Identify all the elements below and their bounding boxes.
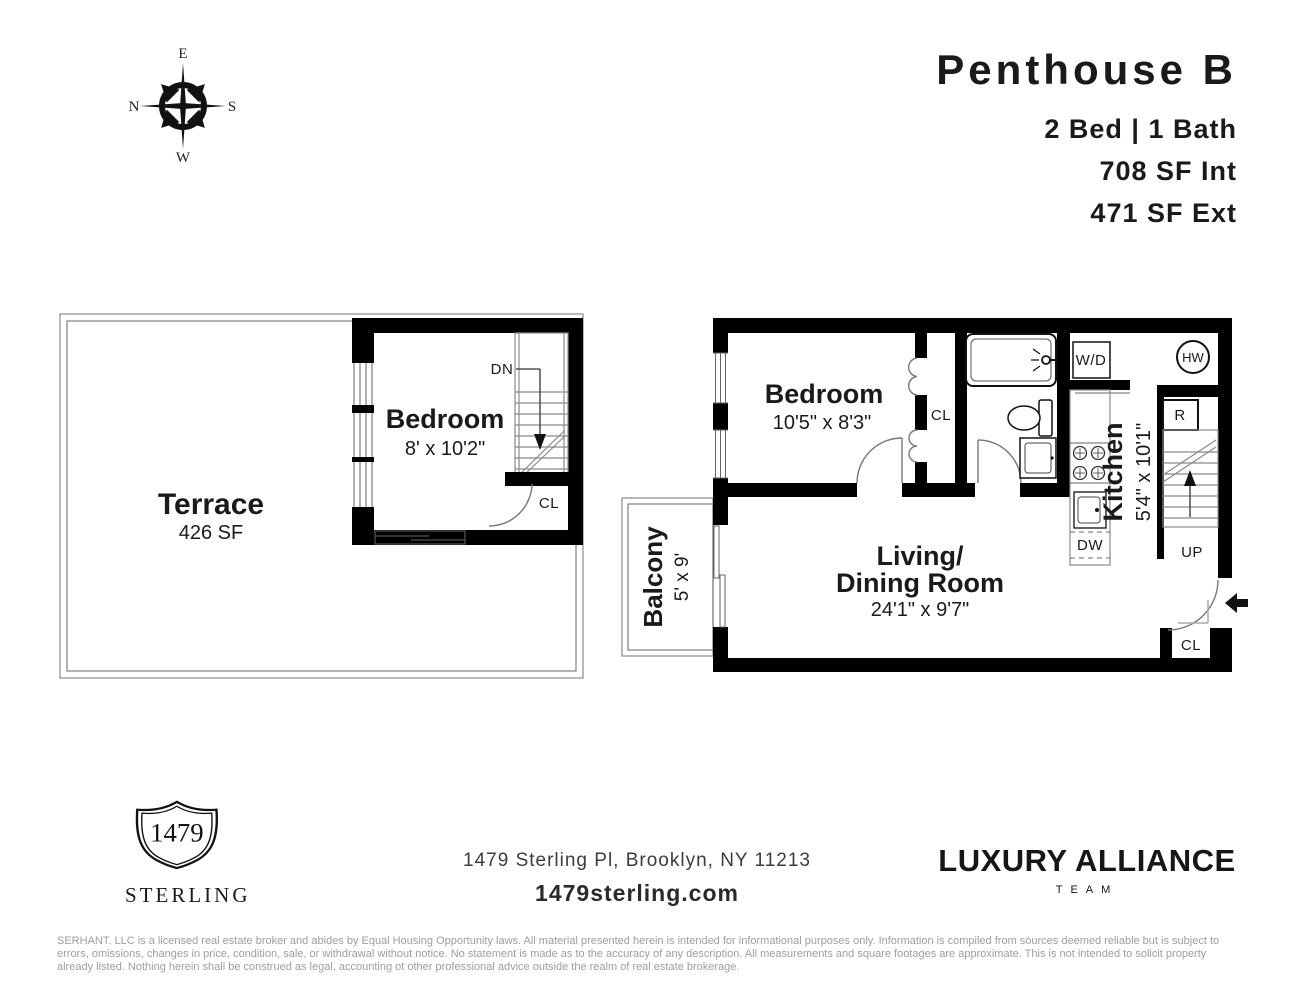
- stairs-down-label: DN: [490, 361, 514, 378]
- stairs-up-label: UP: [1181, 544, 1203, 561]
- address-block: [402, 850, 872, 907]
- upper-bedroom-windows: [352, 363, 374, 507]
- upper-bedroom-dims: 8' x 10'2": [404, 438, 486, 460]
- balcony-dims: 5' x 9': [672, 552, 693, 602]
- entry-closet-label: CL: [1180, 637, 1202, 654]
- exterior-sf: 471 SF Ext: [1090, 198, 1237, 229]
- upper-bedroom-name: Bedroom: [385, 404, 505, 434]
- compass-north-label: N: [128, 99, 140, 115]
- compass-star: [140, 63, 226, 149]
- terrace-name: Terrace: [157, 488, 265, 521]
- compass-south-label: S: [227, 99, 237, 115]
- beds-baths: 2 Bed | 1 Bath: [1044, 114, 1237, 145]
- main-bedroom-name: Bedroom: [764, 379, 884, 409]
- washer-dryer-label: W/D: [1075, 352, 1107, 369]
- terrace-area: 426 SF: [178, 522, 244, 544]
- bedroom-closet-label: CL: [930, 407, 952, 424]
- bathtub: [966, 334, 1057, 386]
- entry-door: [1168, 580, 1218, 630]
- interior-sf: 708 SF Int: [1099, 156, 1237, 187]
- unit-summary: [936, 48, 1237, 234]
- refrigerator-label: R: [1174, 407, 1186, 424]
- upper-level-plan: [58, 312, 586, 682]
- team-name: LUXURY ALLIANCE: [938, 843, 1236, 878]
- entry-arrow-icon: [1225, 593, 1248, 613]
- team-subtitle: TEAM: [1055, 884, 1119, 896]
- kitchen-dims: 5'4" x 10'1": [1133, 422, 1155, 522]
- compass-west-label: W: [175, 150, 191, 163]
- shield-icon: [125, 800, 230, 875]
- logo-number: 1479: [150, 817, 204, 848]
- living-dims: 24'1" x 9'7": [870, 599, 970, 621]
- compass-rose: [128, 45, 238, 163]
- main-level-plan: [610, 312, 1250, 678]
- bathroom-sink: [1020, 438, 1056, 478]
- balcony-sliding-door: [714, 526, 725, 627]
- stairs-up: [1163, 430, 1218, 527]
- website-url: 1479sterling.com: [535, 880, 739, 906]
- logo-name: STERLING: [125, 883, 251, 907]
- team-logo: [937, 843, 1237, 896]
- bedroom-door: [857, 438, 902, 483]
- hot-water-label: HW: [1182, 350, 1204, 365]
- unit-title: Penthouse B: [936, 46, 1237, 93]
- street-address: 1479 Sterling Pl, Brooklyn, NY 11213: [463, 850, 811, 871]
- main-bedroom-dims: 10'5" x 8'3": [772, 412, 872, 434]
- bathroom-door: [978, 440, 1021, 483]
- stairs-down: [515, 333, 568, 479]
- living-name-line2: Dining Room: [836, 568, 1004, 598]
- dishwasher-label: DW: [1077, 537, 1103, 554]
- compass-east-label: E: [178, 46, 188, 62]
- legal-disclaimer: SERHANT. LLC is a licensed real estate broker and abides by Equal Housing Opportunity laws. All material presented herein is intended for informational purposes only. Information is compiled from sources deemed reliable but is subject to errors, omissions, changes in price, condition, sale, or withdrawal without notice. No statement is made as to the accuracy of any description. All measurements and square footages are approximate. This is not intended to solicit property already listed. Nothing herein shall be construed as legal, accounting ot other professional advice outside the realm of real estate brokerage.: [57, 935, 1220, 973]
- balcony-name: Balcony: [638, 526, 668, 628]
- kitchen-name: Kitchen: [1098, 422, 1128, 522]
- toilet: [1008, 400, 1052, 436]
- upper-closet-label: CL: [538, 495, 560, 512]
- living-name-line1: Living/: [876, 541, 964, 571]
- building-logo: [125, 800, 251, 908]
